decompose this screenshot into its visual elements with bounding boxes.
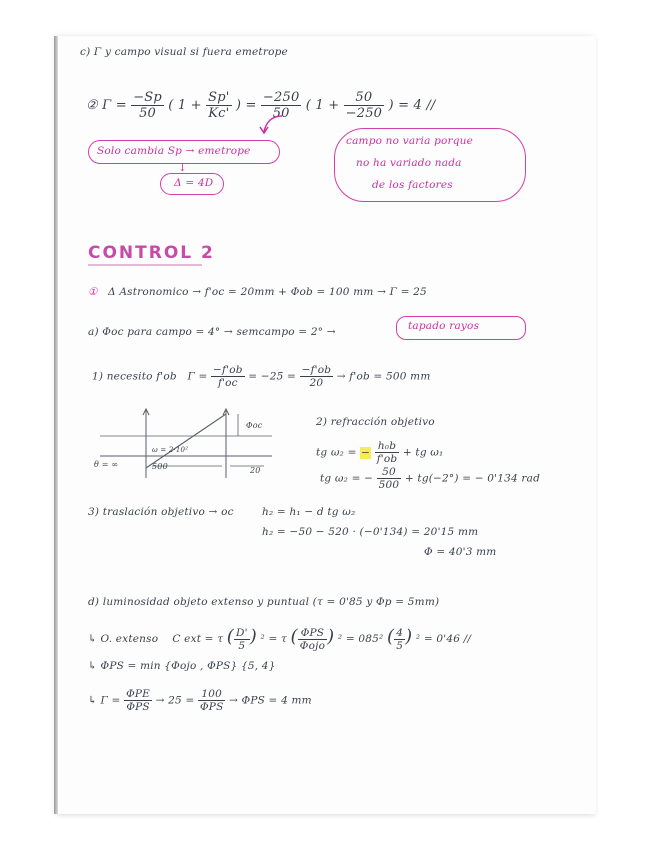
title-underline (86, 262, 206, 268)
diagram-side-label: Φoc (246, 421, 263, 430)
step-2-line1: tg ω₂ = − $\frac{\text{h₀b}}{f'ob}$ + tg ω₁ (316, 440, 444, 465)
gamma-line: ↳ Γ = $\frac{\text{ΦPE}}{\text{ΦPS}}$ → 25 = $\frac{100}{\text{ΦPS}}$ → ΦPS = 4 mm (88, 688, 312, 713)
step-2-label: 2) refracción objetivo (316, 416, 435, 428)
paren-close: ) (235, 98, 242, 113)
equals: = (245, 98, 257, 113)
line-c: c) Γ y campo visual si fuera emetrope (80, 46, 288, 58)
pink-arrow-icon (258, 112, 288, 136)
diagram-axis-label: θ = ∞ (94, 460, 119, 469)
frac-4: $\frac{50}{-250}$ (345, 90, 383, 121)
paren-close-2: ) (388, 98, 394, 113)
diagram-dist-1: 500 (152, 462, 168, 471)
part-d-text: d) luminosidad objeto extenso y puntual (τ = 0'85 y Φp = 5mm) (88, 596, 440, 608)
step-1: 1) necesito f'ob Γ = $\frac{-f'ob}{f'oc}$ = −25 = $\frac{-f'ob}{20}$ → f'ob = 500 mm (92, 364, 431, 389)
problem-1-text: Δ Astronomico → f'oc = 20mm + Φob = 100 mm → Γ = 25 (108, 286, 427, 298)
section-title: CONTROL 2 (88, 243, 215, 263)
highlight-mark: − (361, 446, 371, 459)
cloud-left-line1: Solo cambia Sp → emetrope (97, 145, 251, 157)
part-a-boxed: tapado rayos (408, 320, 480, 332)
part-a-text: a) Φoc para campo = 4° → semcampo = 2° → (88, 326, 336, 338)
step-3-line1: h₂ = h₁ − d tg ω₂ (262, 506, 356, 518)
cloud-right-line2: no ha variado nada (356, 157, 462, 169)
paren-open: ( 1 + (168, 98, 202, 113)
cloud-right-line3: de los factores (372, 179, 453, 191)
diagram-small-label: ω = 2·10² (152, 446, 189, 454)
step-3-line3: Φ = 40'3 mm (424, 546, 497, 558)
frac-3: $\frac{-250}{50}$ (262, 90, 300, 121)
problem-marker: ① (88, 286, 98, 298)
cloud-right-line1: campo no varia porque (346, 135, 474, 147)
formula-result: = 4 // (398, 98, 436, 113)
cloud-left-line3: Δ = 4D (174, 177, 214, 189)
step-2-line2: tg ω₂ = − $\frac{50}{500}$ + tg(−2°) = − 0'134 rad (320, 466, 541, 491)
frac-2: $\frac{Sp'}{Kc'}$ (208, 90, 230, 121)
step-3-line2: h₂ = −50 − 520 · (−0'134) = 20'15 mm (262, 526, 479, 538)
cloud-left-arrow: ↓ (178, 162, 187, 174)
formula-prefix: ② Γ = (86, 98, 127, 113)
ps-line: ↳ ΦPS = min {Φojo , ΦPS} {5, 4} (88, 660, 276, 672)
diagram-dist-2: 20 (250, 466, 261, 475)
extended-line: ↳ O. extenso C ext = τ ( $\frac{D'}{5}$ ) ² = τ ( $\frac{\text{ΦPS}}{\text{Φojo}}$ ) ² = 085² ( $\frac{4}{5}$ ) ² = 0'46 // (88, 626, 472, 652)
paren-open-2: ( 1 + (305, 98, 340, 113)
ray-diagram (96, 406, 276, 482)
frac-1: $\frac{-Sp}{50}$ (133, 90, 162, 121)
step-3-label: 3) traslación objetivo → oc (88, 506, 234, 518)
